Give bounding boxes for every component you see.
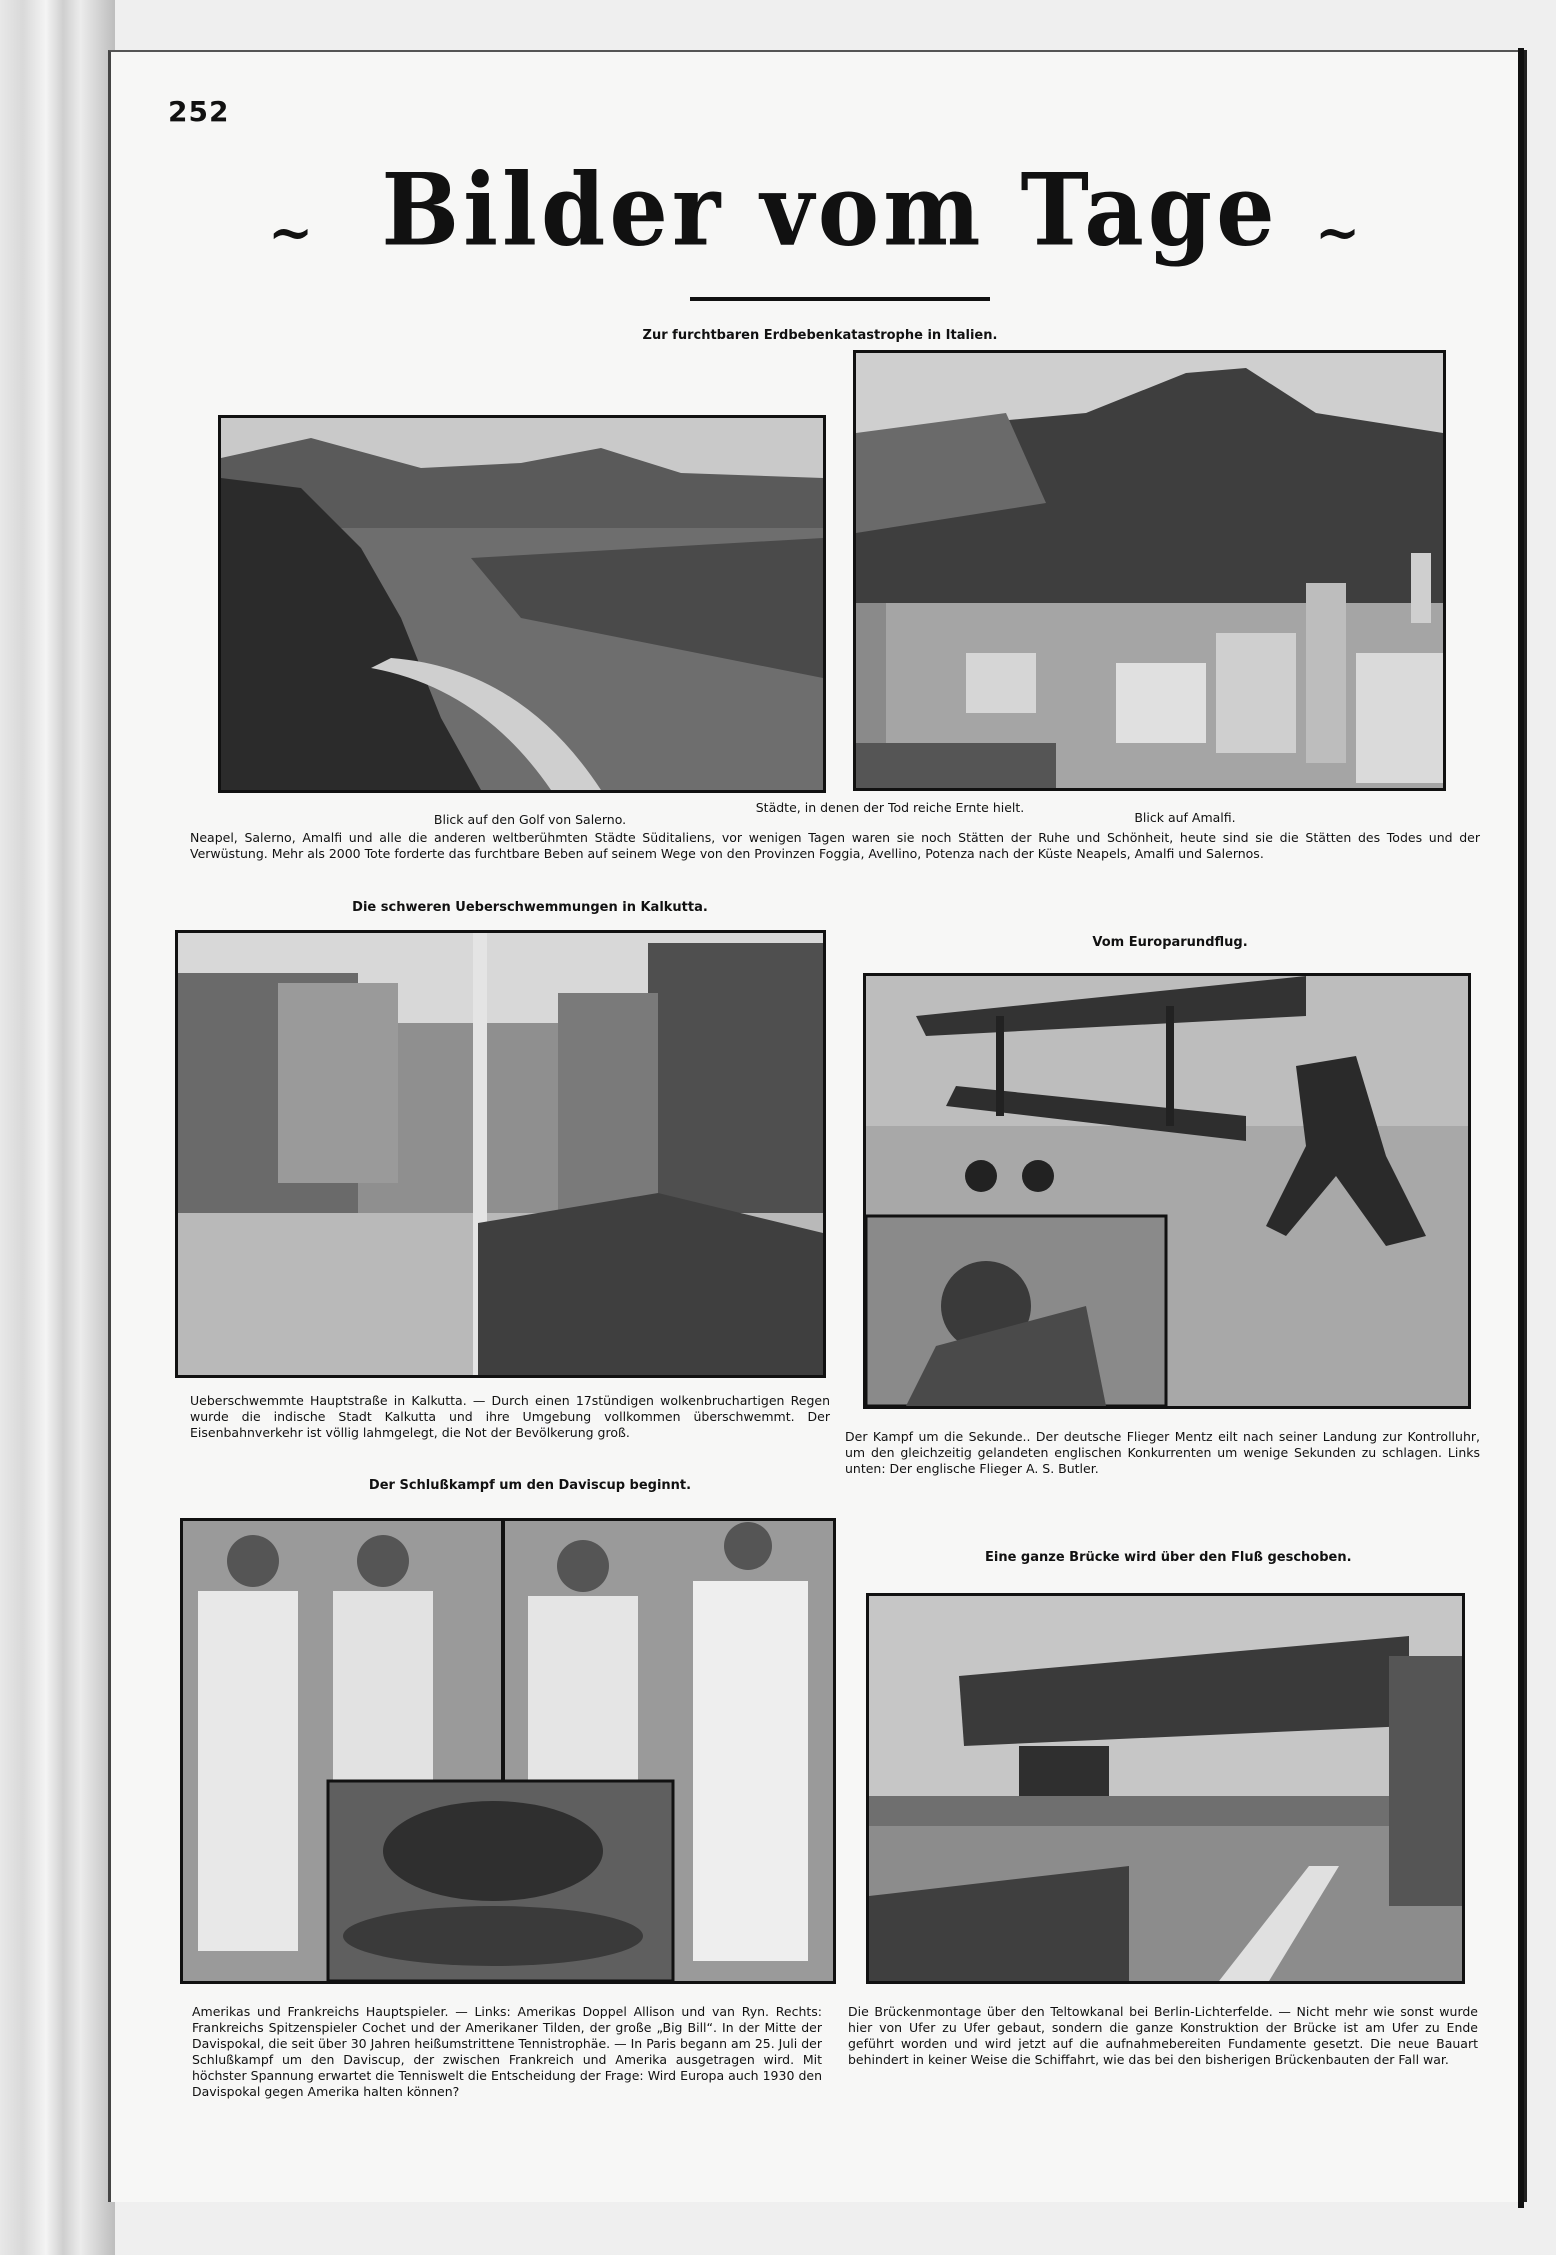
book-binding	[0, 0, 115, 2255]
flood-heading: Die schweren Ueberschwemmungen in Kalkutta.	[352, 900, 708, 915]
page-edge	[1518, 48, 1524, 2208]
flight-caption: Der Kampf um die Sekunde.. Der deutsche Flieger Mentz eilt nach seiner Landung zur Kontrolluhr, um den gleichzeitig gelandeten englischen Konkurrenten um wenige Sekunden zu schlagen. Links unten: Der englische Flieger A. S. Butler.	[845, 1429, 1480, 1476]
photo-gulf-of-salerno	[218, 415, 826, 793]
quake-body: Neapel, Salerno, Amalfi und alle die anderen weltberühmten Städte Süditaliens, vor wenigen Tagen waren sie noch Stätten der Ruhe und Schönheit, heute sind sie die Stätten des Todes und der Verwüstung. Mehr als 2000 Tote forderte das furchtbare Beben auf seinem Wege von den Provinzen Foggia, Avellino, Potenza nach der Küste Neapels, Amalfi und Salernos.	[190, 830, 1480, 861]
flight-heading: Vom Europarundflug.	[1092, 935, 1248, 950]
photo-davis-cup-players	[180, 1518, 836, 1984]
bridge-caption: Die Brückenmontage über den Teltowkanal bei Berlin-Lichterfelde. — Nicht mehr wie sonst wurde hier von Ufer zu Ufer gebaut, sondern die ganze Konstruktion der Brücke ist am Ufer zu Ende geführt worden und wird jetzt auf die aufnahmebereiten Fundamente gesetzt. Die neue Bauart behindert in keiner Weise die Schiffahrt, wie das bei den bisherigen Brückenbauten der Fall war.	[848, 2004, 1478, 2067]
quake-caption-left: Blick auf den Golf von Salerno.	[433, 812, 627, 827]
photo-amalfi	[853, 350, 1446, 791]
photo-flooded-street-calcutta	[175, 930, 826, 1378]
bridge-heading: Eine ganze Brücke wird über den Fluß geschoben.	[985, 1550, 1352, 1565]
davis-caption: Amerikas und Frankreichs Hauptspieler. — Links: Amerikas Doppel Allison und van Ryn. Rechts: Frankreichs Spitzenspieler Cochet und der Amerikaner Tilden, der große „Big Bill“. In der Mitte der Davispokal, die seit über 30 Jahren heißumstrittene Tennistrophäe. — In Paris begann am 25. Juli der Schlußkampf um den Daviscup, der zwischen Frankreich und Amerika ausgetragen wird. Mit höchster Spannung erwartet die Tenniswelt die Entscheidung der Frage: Wird Europa auch 1930 den Davispokal gegen Amerika halten können?	[192, 2004, 822, 2099]
flood-caption: Ueberschwemmte Hauptstraße in Kalkutta. — Durch einen 17stündigen wolkenbruchartigen Regen wurde die indische Stadt Kalkutta und ihre Umgebung vollkommen überschwemmt. Der Eisenbahnverkehr ist völlig lahmgelegt, die Not der Bevölkerung groß.	[190, 1393, 830, 1440]
left-ornament: ~	[268, 200, 314, 264]
quake-heading: Zur furchtbaren Erdbebenkatastrophe in Italien.	[642, 328, 998, 343]
page-title: Bilder vom Tage	[381, 151, 1279, 269]
masthead	[260, 150, 1400, 270]
davis-heading: Der Schlußkampf um den Daviscup beginnt.	[368, 1478, 692, 1493]
page-number: 252	[168, 95, 230, 128]
quake-caption-right: Blick auf Amalfi.	[1134, 810, 1236, 825]
photo-airplane-landing	[863, 973, 1471, 1409]
photo-bridge-assembly	[866, 1593, 1465, 1984]
quake-caption-center: Städte, in denen der Tod reiche Ernte hielt.	[755, 800, 1025, 815]
title-rule	[690, 297, 990, 301]
right-ornament: ~	[1315, 200, 1361, 264]
